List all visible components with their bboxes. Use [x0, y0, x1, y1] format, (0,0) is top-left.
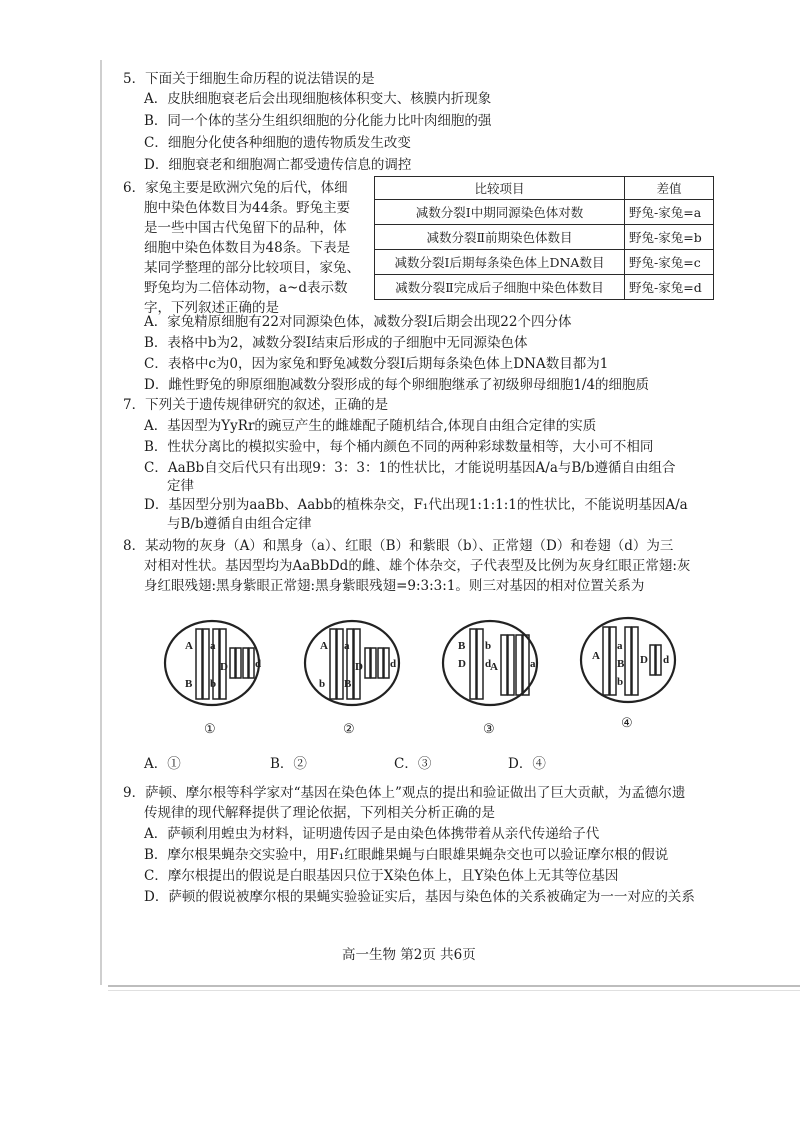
diagram-label-1: ① — [204, 721, 216, 736]
q8-answer-b: B．② — [270, 756, 307, 772]
table-cell-diff: 野兔-家兔=b — [625, 225, 714, 250]
gene-label: b — [485, 640, 492, 652]
gene-label: A — [592, 650, 600, 662]
q7-option-d-cont: 与B/b遵循自由组合定律 — [167, 516, 312, 532]
q9-option-a: A．萨顿利用蝗虫为材料，证明遗传因子是由染色体携带着从亲代传递给子代 — [144, 826, 600, 842]
gene-label: A — [320, 640, 328, 652]
q6-stem-line: 细胞中染色体数目为48条。下表是 — [144, 240, 351, 256]
q5-option-a: A．皮肤细胞衰老后会出现细胞核体积变大、核膜内折现象 — [144, 91, 492, 107]
q6-stem-line: 某同学整理的部分比较项目，家兔、 — [144, 260, 360, 276]
diagram-label-4: ④ — [621, 715, 633, 730]
gene-label: D — [458, 658, 466, 670]
q5-option-b: B．同一个体的茎分生组织细胞的分化能力比叶肉细胞的强 — [144, 113, 492, 129]
gene-label: a — [210, 640, 216, 652]
gene-label: D — [640, 654, 648, 666]
q7-option-c: C．AaBb自交后代只有出现9：3：3：1的性状比，才能说明基因A/a与B/b遵循自由组合 — [144, 460, 676, 476]
table-row — [375, 275, 714, 300]
table-header-row — [375, 177, 714, 200]
q8-stem-line: 对相对性状。基因型均为AaBbDd的雌、雄个体杂交，子代表型及比例为灰身红眼正常翅:灰 — [144, 558, 691, 574]
q5-option-c: C．细胞分化使各种细胞的遗传物质发生改变 — [144, 135, 411, 151]
gene-label: D — [220, 661, 228, 673]
q6-option-b: B．表格中b为2，减数分裂Ⅰ结束后形成的子细胞中无同源染色体 — [144, 335, 528, 351]
gene-label: b — [319, 678, 326, 690]
gene-label: d — [485, 658, 492, 670]
q6-option-d: D．雌性野兔的卵原细胞减数分裂形成的每个卵细胞继承了初级卵母细胞1/4的细胞质 — [144, 377, 650, 393]
gene-label: B — [185, 678, 193, 690]
gene-label: b — [617, 676, 624, 688]
q7-stem: 7．下列关于遗传规律研究的叙述，正确的是 — [123, 397, 389, 413]
q6-stem-line: 胞中染色体数目为44条。野兔主要 — [144, 200, 351, 216]
q9-option-b: B．摩尔根果蝇杂交实验中，用F₁红眼雌果蝇与白眼雄果蝇杂交也可以验证摩尔根的假说 — [144, 847, 669, 863]
table-header-diff: 差值 — [625, 177, 714, 200]
q7-option-c-cont: 定律 — [167, 478, 194, 494]
cell-diagram-4 — [581, 618, 675, 730]
diagram-label-3: ③ — [483, 721, 495, 736]
scan-left-edge — [100, 60, 102, 985]
table-cell-item: 减数分裂Ⅰ中期同源染色体对数 — [375, 200, 625, 225]
cell-diagram-1 — [165, 621, 261, 736]
gene-label: a — [344, 640, 350, 652]
gene-label: D — [355, 661, 363, 673]
q9-option-d: D．萨顿的假说被摩尔根的果蝇实验验证实后，基因与染色体的关系被确定为一一对应的关系 — [144, 889, 695, 905]
q6-option-c: C．表格中c为0，因为家兔和野兔减数分裂Ⅰ后期每条染色体上DNA数目都为1 — [144, 356, 609, 372]
scan-bottom-edge — [108, 985, 800, 987]
q6-stem-line: 字，下列叙述正确的是 — [144, 300, 279, 316]
gene-label: d — [390, 658, 397, 670]
q8-answer-d: D．④ — [508, 756, 546, 772]
q8-stem-line: 8．某动物的灰身（A）和黑身（a）、红眼（B）和紫眼（b）、正常翅（D）和卷翅（d）为三 — [123, 538, 674, 554]
gene-label: d — [663, 654, 670, 666]
q6-stem-line: 6．家兔主要是欧洲穴兔的后代，体细 — [123, 180, 348, 196]
table-cell-item: 减数分裂Ⅱ完成后子细胞中染色体数目 — [375, 275, 625, 300]
gene-label: A — [490, 661, 498, 673]
table-header-item: 比较项目 — [375, 177, 625, 200]
gene-label: B — [458, 640, 466, 652]
q7-option-b: B．性状分离比的模拟实验中，每个桶内颜色不同的两种彩球数量相等，大小可不相同 — [144, 439, 654, 455]
q7-option-d: D．基因型分别为aaBb、Aabb的植株杂交，F₁代出现1:1:1:1的性状比，不能说明基因A/a — [144, 497, 688, 513]
page-footer: 高一生物 第2页 共6页 — [342, 947, 476, 963]
q9-option-c: C．摩尔根提出的假说是白眼基因只位于X染色体上，且Y染色体上无其等位基因 — [144, 868, 619, 884]
gene-label: A — [185, 640, 193, 652]
table-cell-item: 减数分裂Ⅰ后期每条染色体上DNA数目 — [375, 250, 625, 275]
cell-diagram-2 — [305, 621, 399, 736]
q8-answer-c: C．③ — [394, 756, 432, 772]
q9-stem-line: 传规律的现代解释提供了理论依据，下列相关分析正确的是 — [144, 805, 495, 821]
q6-option-a: A．家兔精原细胞有22对同源染色体，减数分裂Ⅰ后期会出现22个四分体 — [144, 314, 572, 330]
scan-bottom-edge-shadow — [108, 990, 800, 991]
table-cell-diff: 野兔-家兔=d — [625, 275, 714, 300]
q6-stem-line: 是一些中国古代兔留下的品种，体 — [144, 220, 347, 236]
q5-option-d: D．细胞衰老和细胞凋亡都受遗传信息的调控 — [144, 157, 412, 173]
table-cell-item: 减数分裂Ⅱ前期染色体数目 — [375, 225, 625, 250]
comparison-table — [374, 176, 714, 300]
gene-label: a — [617, 640, 623, 652]
q7-option-a: A．基因型为YyRr的豌豆产生的雌雄配子随机结合,体现自由组合定律的实质 — [144, 418, 597, 434]
table-cell-diff: 野兔-家兔=a — [625, 200, 714, 225]
q8-answer-a: A．① — [144, 756, 181, 772]
gene-label: B — [344, 678, 352, 690]
chromosome-diagrams — [160, 615, 680, 740]
cell-diagram-3 — [443, 621, 537, 736]
q9-stem-line: 9．萨顿、摩尔根等科学家对“基因在染色体上”观点的提出和验证做出了巨大贡献，为孟德尔遗 — [123, 785, 686, 801]
q6-stem-line: 野兔均为二倍体动物，a~d表示数 — [144, 280, 348, 296]
diagram-label-2: ② — [343, 721, 355, 736]
table-row — [375, 200, 714, 225]
table-cell-diff: 野兔-家兔=c — [625, 250, 714, 275]
q5-stem: 5．下面关于细胞生命历程的说法错误的是 — [123, 71, 375, 87]
gene-label: d — [255, 658, 262, 670]
q8-stem-line: 身红眼残翅:黑身紫眼正常翅:黑身紫眼残翅=9:3:3:1。则三对基因的相对位置关系为 — [144, 578, 645, 594]
gene-label: a — [530, 658, 536, 670]
table-row — [375, 250, 714, 275]
gene-label: B — [617, 658, 625, 670]
gene-label: b — [210, 678, 217, 690]
table-row — [375, 225, 714, 250]
